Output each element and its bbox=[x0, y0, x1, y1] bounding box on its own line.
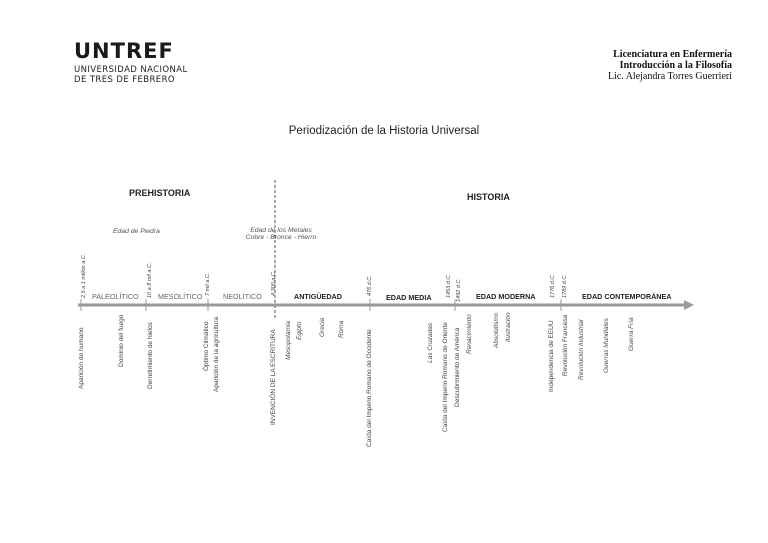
date-label: 1453 d.C. bbox=[446, 274, 452, 298]
event-label: Renacimiento bbox=[466, 314, 473, 354]
event-label: Descubrimiento de América bbox=[454, 327, 461, 407]
page-title: Periodización de la Historia Universal bbox=[288, 125, 480, 137]
date-label: 7 mil a.C. bbox=[205, 272, 211, 296]
event-label: Independencia de EEUU bbox=[548, 320, 555, 392]
edad-metales-label: Edad de los Metales bbox=[250, 227, 312, 234]
event-label: Absolutismo bbox=[493, 312, 500, 348]
logo-subtitle-line2: DE TRES DE FEBRERO bbox=[74, 75, 175, 85]
era-paleolitico: PALEOLÍTICO bbox=[92, 292, 139, 301]
date-label: 1789 d.C. bbox=[562, 274, 568, 298]
era-antiguedad: ANTIGÜEDAD bbox=[294, 292, 342, 301]
header-subject: Introducción a la Filosofía bbox=[619, 60, 732, 71]
era-neolitico: NEOLÍTICO bbox=[223, 292, 262, 301]
date-label: 4.300 a.C. bbox=[271, 270, 277, 296]
event-label: Revolución Industrial bbox=[578, 319, 585, 380]
event-label: Dominio del fuego bbox=[118, 314, 125, 367]
event-label: Guerra Fría bbox=[628, 317, 635, 351]
event-label: Egipto bbox=[296, 321, 303, 340]
era-edad-contemporanea: EDAD CONTEMPORÁNEA bbox=[582, 292, 672, 301]
date-label: 476 d.C. bbox=[367, 275, 373, 296]
event-label: Caída del Imperio Romano de Oriente bbox=[442, 322, 449, 432]
era-mesolitico: MESOLÍTICO bbox=[158, 292, 203, 301]
metales-list: Cobre - Bronce - Hierro bbox=[245, 234, 317, 241]
date-label: 1492 d.C. bbox=[456, 278, 462, 302]
header-professor: Lic. Alejandra Torres Guerrieri bbox=[607, 71, 732, 82]
event-label: Guerras Mundiales bbox=[603, 318, 610, 373]
date-label: 1776 d.C. bbox=[550, 274, 556, 298]
prehistoria-heading: PREHISTORIA bbox=[129, 188, 191, 198]
event-label: Aparición de la agricultura bbox=[213, 316, 220, 392]
event-label: INVENCIÓN DE LA ESCRITURA bbox=[270, 329, 277, 425]
date-label: 10 a 8 mil a.C. bbox=[147, 262, 153, 298]
event-label: Caída del Imperio Romano de Occidente bbox=[366, 329, 373, 447]
header-degree: Licenciatura en Enfermería bbox=[613, 49, 732, 60]
event-label: Roma bbox=[338, 320, 345, 338]
event-label: Mesopotamia bbox=[285, 320, 292, 360]
era-edad-moderna: EDAD MODERNA bbox=[476, 292, 536, 301]
logo-wordmark: UNTREF bbox=[74, 39, 174, 63]
historia-heading: HISTORIA bbox=[467, 192, 510, 202]
event-label: Ilustración bbox=[505, 312, 512, 342]
event-label: Aparición de humano bbox=[78, 327, 85, 389]
event-label: Derretimiento de hielos bbox=[147, 322, 154, 389]
era-edad-media: EDAD MEDIA bbox=[386, 293, 432, 302]
event-label: Las Cruzadas bbox=[427, 322, 434, 363]
edad-piedra-label: Edad de Piedra bbox=[113, 228, 160, 235]
logo-subtitle-line1: UNIVERSIDAD NACIONAL bbox=[74, 65, 188, 75]
event-label: Óptimo Climático bbox=[203, 321, 210, 371]
event-label: Grecia bbox=[319, 317, 326, 337]
event-label: Revolución Francesa bbox=[562, 314, 569, 376]
timeline-arrowhead bbox=[684, 300, 694, 310]
date-label: 2,5 a 1 millón a.C. bbox=[81, 253, 87, 298]
edad-metales-block bbox=[236, 227, 326, 241]
